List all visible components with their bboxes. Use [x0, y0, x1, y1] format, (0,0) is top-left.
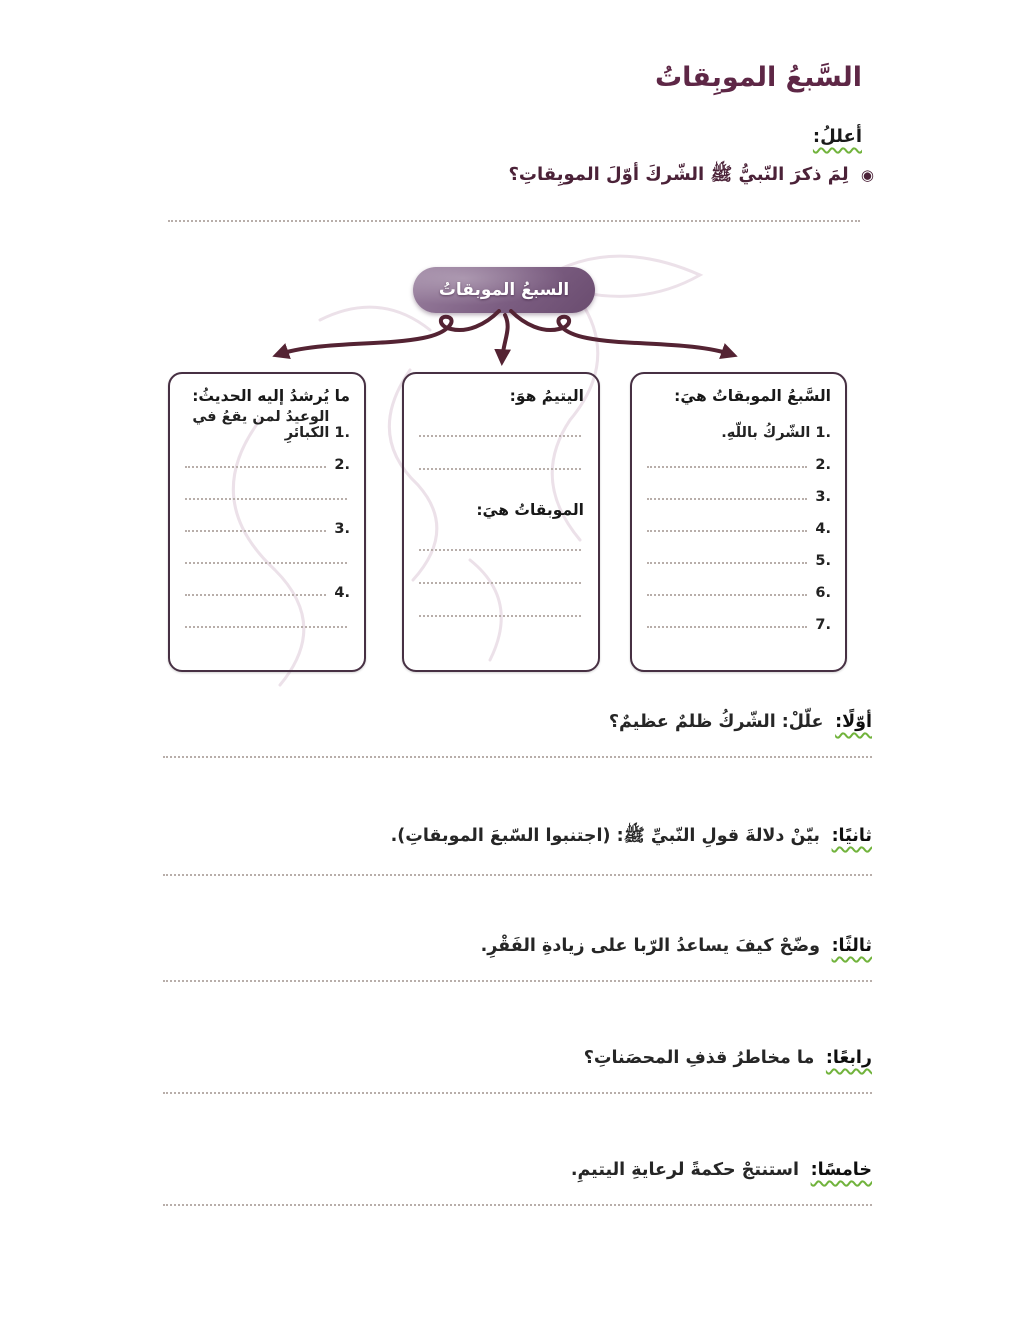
dotted-row: [182, 539, 350, 571]
item-number: 1.: [334, 425, 350, 441]
dotted-fill-line: [419, 582, 581, 584]
question-block-1: [163, 712, 872, 758]
dotted-fill-line: [185, 530, 326, 532]
item-number: 4.: [334, 585, 350, 601]
question-label: أوّلًا:: [835, 712, 872, 732]
question-text: بيّنْ دلالةَ قولِ النّبيِّ ﷺ: (اجتنبوا السّبعَ الموبقاتِ).: [390, 826, 820, 846]
item-number: 3.: [815, 489, 831, 505]
dotted-row: [416, 591, 584, 624]
list-item: [182, 571, 350, 603]
list-item: [644, 507, 831, 539]
arrow-connectors-icon: [165, 309, 855, 379]
question-block-4: [163, 1048, 872, 1094]
list-item: [644, 443, 831, 475]
box-seven-sins-list: [630, 372, 847, 672]
main-question: [508, 163, 874, 189]
dotted-row: [416, 444, 584, 477]
dotted-fill-line: [419, 435, 581, 437]
box-title: السَّبعُ الموبقاتُ هيَ:: [674, 387, 831, 405]
item-number: 5.: [815, 553, 831, 569]
dotted-row: [416, 525, 584, 558]
dotted-fill-line: [647, 530, 807, 532]
question-line: [163, 1048, 872, 1068]
dotted-fill-line: [185, 594, 326, 596]
dotted-fill-line: [185, 626, 347, 628]
item-number: 4.: [815, 521, 831, 537]
list-item: [644, 475, 831, 507]
item-number: 3.: [334, 521, 350, 537]
dotted-row: [182, 603, 350, 635]
dotted-fill-line: [647, 498, 807, 500]
question-text: ما مخاطرُ قذفِ المحصَناتِ؟: [583, 1048, 815, 1068]
dotted-row: [182, 475, 350, 507]
dotted-fill-line: [647, 594, 807, 596]
dotted-fill-line: [419, 615, 581, 617]
dotted-fill-line: [185, 498, 347, 500]
list-item: [182, 443, 350, 475]
box-title: الموبقاتُ هيَ:: [476, 501, 584, 519]
spacer: [416, 477, 584, 501]
question-text: استنتجْ حكمةً لرعايةِ اليتيمِ.: [570, 1160, 800, 1180]
dotted-row: [416, 411, 584, 444]
question-label: خامسًا:: [810, 1160, 872, 1180]
question-label: ثانيًا:: [831, 826, 872, 846]
list-item: [182, 411, 350, 443]
answer-dotted-line: [163, 978, 872, 982]
list-item: [644, 539, 831, 571]
item-number: 2.: [815, 457, 831, 473]
list-item: [644, 603, 831, 635]
question-line: [163, 824, 872, 850]
item-number: 7.: [815, 617, 831, 633]
question-line: [163, 936, 872, 956]
list-item: [644, 571, 831, 603]
list-item: [644, 411, 831, 443]
item-number: 6.: [815, 585, 831, 601]
question-text: وضّحْ كيفَ يساعدُ الرّبا على زيادةِ الفَقْرِ.: [480, 936, 820, 956]
main-question-text: لِمَ ذكرَ النّبيُّ ﷺ الشّركَ أوّلَ الموبِقاتِ؟: [508, 164, 849, 185]
answer-dotted-line: [168, 204, 860, 222]
answer-dotted-line: [163, 1090, 872, 1094]
answer-dotted-line: [163, 1202, 872, 1206]
concept-map: [165, 265, 855, 677]
question-line: [163, 712, 872, 732]
dotted-fill-line: [647, 466, 807, 468]
dotted-fill-line: [647, 626, 807, 628]
dotted-fill-line: [185, 466, 326, 468]
answer-dotted-line: [163, 872, 872, 876]
item-text: الوعيدُ لمن يقعُ في الكبائرِ: [192, 409, 330, 441]
dotted-fill-line: [419, 549, 581, 551]
bullet-icon: ◉: [860, 166, 874, 184]
box-definitions: [402, 372, 600, 672]
dotted-fill-line: [419, 468, 581, 470]
question-line: [163, 1160, 872, 1180]
dotted-fill-line: [647, 562, 807, 564]
box-hadith-guidance: [168, 372, 366, 672]
item-number: 2.: [334, 457, 350, 473]
box-title: اليتيمُ هوَ:: [509, 387, 584, 405]
answer-dotted-line: [163, 754, 872, 758]
dotted-fill-line: [185, 562, 347, 564]
question-block-2: [163, 824, 872, 876]
item-number: 1.: [815, 425, 831, 441]
question-block-5: [163, 1160, 872, 1206]
item-text: الشّركُ باللّهِ.: [721, 425, 811, 441]
center-node: السبعُ الموبقاتُ: [413, 267, 595, 313]
question-block-3: [163, 936, 872, 982]
dotted-row: [416, 558, 584, 591]
section-label: أعللُ:: [812, 126, 862, 147]
question-text: علّلْ: الشّركُ ظلمٌ عظيمٌ؟: [608, 712, 824, 732]
question-label: ثالثًا:: [831, 936, 872, 956]
question-label: رابعًا:: [825, 1048, 872, 1068]
list-item: [182, 507, 350, 539]
box-title: ما يُرشدُ إليه الحديثُ:: [192, 387, 350, 405]
page-title: السَّبعُ الموبِقاتُ: [655, 62, 862, 93]
